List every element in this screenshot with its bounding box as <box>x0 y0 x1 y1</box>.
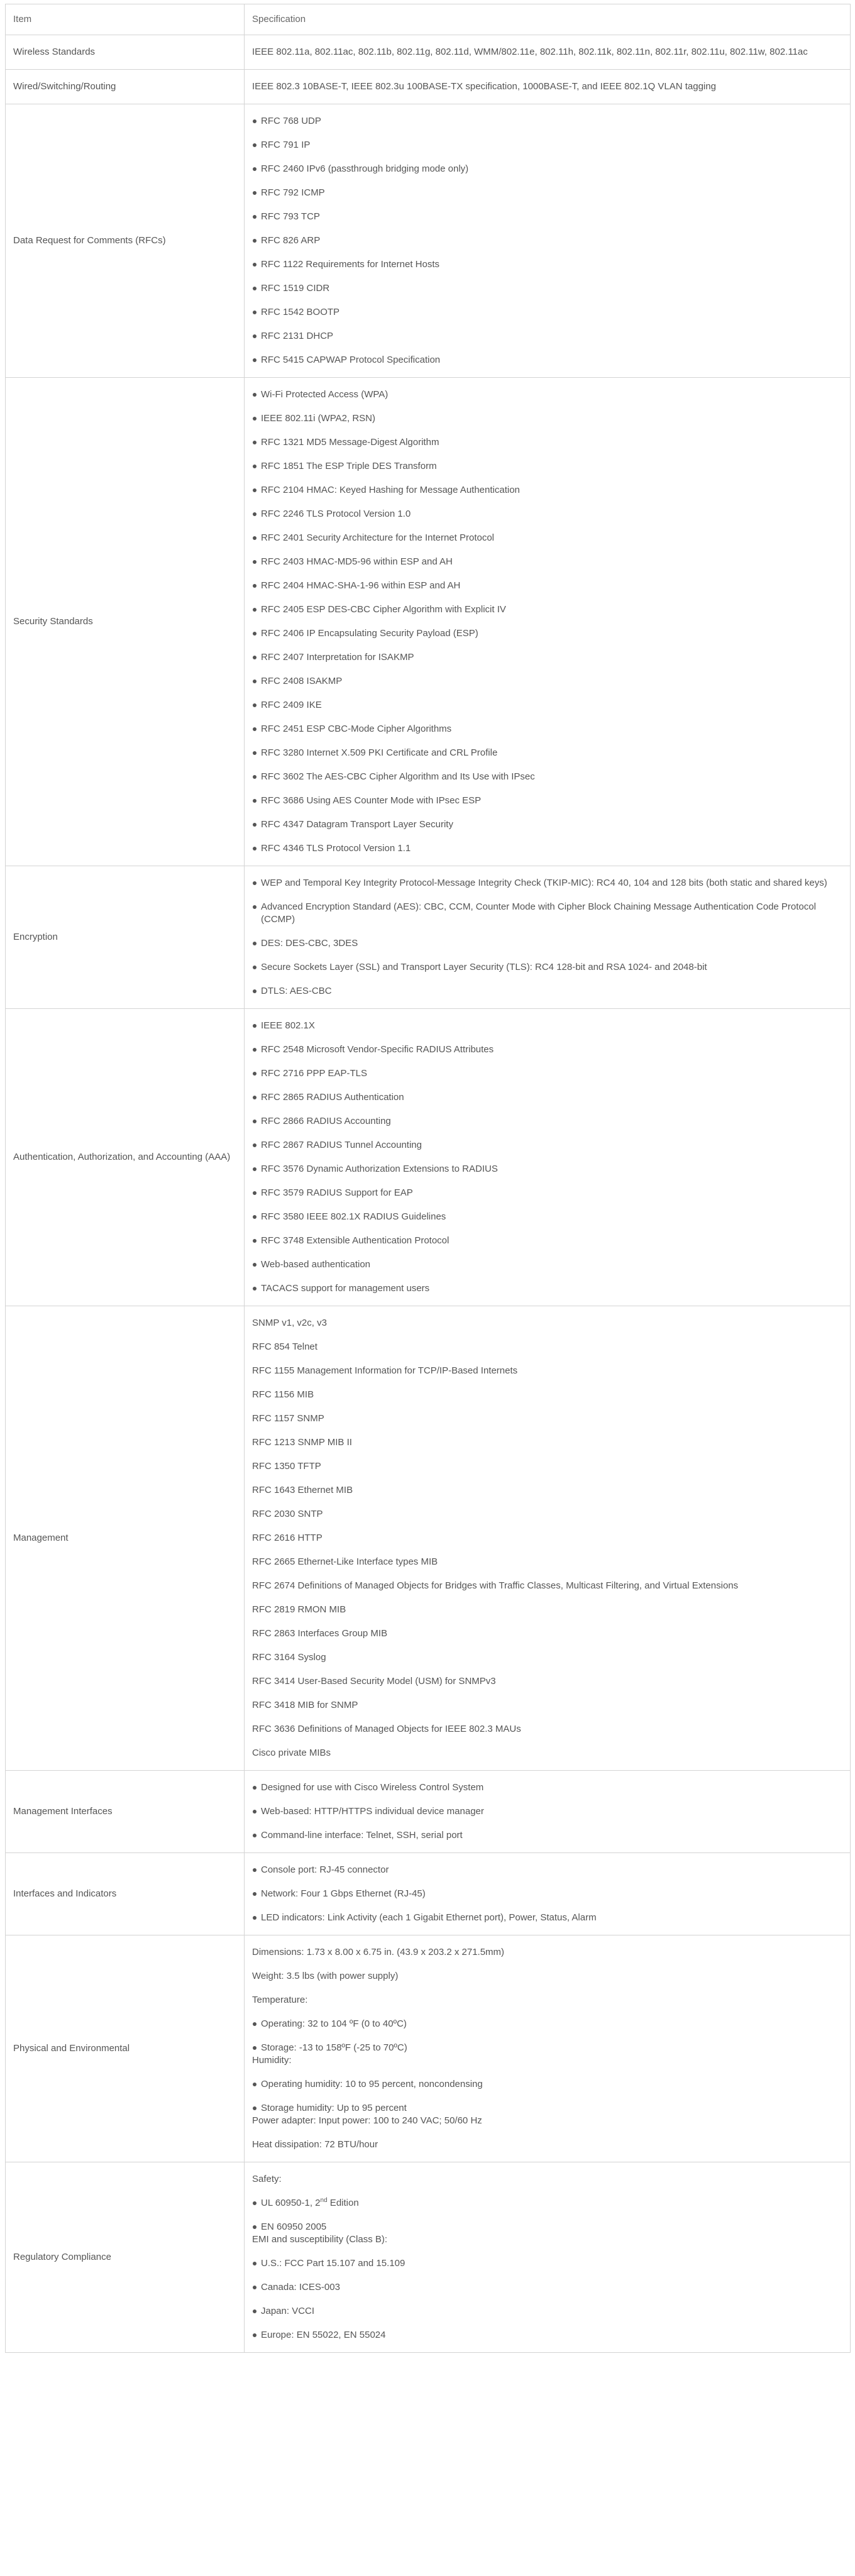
list-item: RFC 2865 RADIUS Authentication <box>252 1091 841 1104</box>
table-row <box>6 35 851 70</box>
row-value: IEEE 802.3 10BASE-T, IEEE 802.3u 100BASE-TX specification, 1000BASE-T, and IEEE 802.1Q VLAN tagging <box>245 70 851 104</box>
row-value <box>245 1306 851 1771</box>
list-item: RFC 2460 IPv6 (passthrough bridging mode only) <box>252 163 841 175</box>
table-row <box>6 1306 851 1771</box>
row-label: Data Request for Comments (RFCs) <box>6 104 245 378</box>
bullet-list <box>252 388 841 855</box>
temperature-heading: Temperature: <box>252 1995 308 2005</box>
table-row <box>6 866 851 1009</box>
temperature-list <box>252 2018 841 2054</box>
list-item: RFC 793 TCP <box>252 211 841 223</box>
list-item: RFC 3636 Definitions of Managed Objects for IEEE 802.3 MAUs <box>252 1724 521 1734</box>
list-item: RFC 1851 The ESP Triple DES Transform <box>252 460 841 473</box>
row-label: Encryption <box>6 866 245 1009</box>
list-item: Wi-Fi Protected Access (WPA) <box>252 388 841 401</box>
row-label: Wireless Standards <box>6 35 245 70</box>
list-item: RFC 3748 Extensible Authentication Protocol <box>252 1235 841 1247</box>
list-item: RFC 768 UDP <box>252 115 841 128</box>
list-item: RFC 2451 ESP CBC-Mode Cipher Algorithms <box>252 723 841 735</box>
dimensions-text: Dimensions: 1.73 x 8.00 x 6.75 in. (43.9 x 203.2 x 271.5mm) <box>252 1947 505 1957</box>
row-label: Physical and Environmental <box>6 1935 245 2162</box>
list-item: RFC 1156 MIB <box>252 1389 314 1400</box>
row-value <box>245 1009 851 1306</box>
list-item: RFC 1519 CIDR <box>252 282 841 295</box>
list-item: RFC 3602 The AES-CBC Cipher Algorithm and Its Use with IPsec <box>252 771 841 783</box>
list-item: RFC 2819 RMON MIB <box>252 1604 346 1615</box>
list-item: RFC 4346 TLS Protocol Version 1.1 <box>252 842 841 855</box>
table-row <box>6 1853 851 1935</box>
list-item: RFC 2408 ISAKMP <box>252 675 841 688</box>
list-item: RFC 2131 DHCP <box>252 330 841 343</box>
bullet-list <box>252 1781 841 1842</box>
list-item: RFC 1155 Management Information for TCP/IP-Based Internets <box>252 1365 518 1376</box>
row-label: Regulatory Compliance <box>6 2162 245 2353</box>
list-item: RFC 1350 TFTP <box>252 1461 321 1472</box>
row-value <box>245 1935 851 2162</box>
list-item: DES: DES-CBC, 3DES <box>252 937 841 950</box>
table-row <box>6 1009 851 1306</box>
safety-list <box>252 2197 841 2233</box>
row-value <box>245 104 851 378</box>
safety-heading: Safety: <box>252 2174 282 2184</box>
list-item: RFC 1643 Ethernet MIB <box>252 1485 353 1495</box>
table-row <box>6 378 851 866</box>
list-item: Designed for use with Cisco Wireless Control System <box>252 1781 841 1794</box>
row-value <box>245 866 851 1009</box>
list-item: DTLS: AES-CBC <box>252 985 841 998</box>
list-item: RFC 3686 Using AES Counter Mode with IPsec ESP <box>252 795 841 807</box>
list-item: RFC 2404 HMAC-SHA-1-96 within ESP and AH <box>252 580 841 592</box>
list-item: RFC 826 ARP <box>252 234 841 247</box>
list-item: IEEE 802.11i (WPA2, RSN) <box>252 412 841 425</box>
list-item: RFC 2246 TLS Protocol Version 1.0 <box>252 508 841 520</box>
list-item: RFC 854 Telnet <box>252 1341 317 1352</box>
list-item: RFC 3418 MIB for SNMP <box>252 1700 358 1710</box>
list-item: TACACS support for management users <box>252 1282 841 1295</box>
list-item: Canada: ICES-003 <box>252 2281 841 2294</box>
bullet-list <box>252 1864 841 1924</box>
list-item: Web-based: HTTP/HTTPS individual device manager <box>252 1805 841 1818</box>
emi-heading: EMI and susceptibility (Class B): <box>252 2234 388 2245</box>
list-item: RFC 2407 Interpretation for ISAKMP <box>252 651 841 664</box>
list-item: IEEE 802.1X <box>252 1020 841 1032</box>
list-item: RFC 3579 RADIUS Support for EAP <box>252 1187 841 1199</box>
list-item: Operating: 32 to 104 ºF (0 to 40ºC) <box>252 2018 841 2030</box>
heat-text: Heat dissipation: 72 BTU/hour <box>252 2139 378 2150</box>
row-label: Interfaces and Indicators <box>6 1853 245 1935</box>
list-item: U.S.: FCC Part 15.107 and 15.109 <box>252 2257 841 2270</box>
list-item: RFC 2866 RADIUS Accounting <box>252 1115 841 1128</box>
list-item: WEP and Temporal Key Integrity Protocol-Message Integrity Check (TKIP-MIC): RC4 40, 104 and 128 bits (both static and shared keys) <box>252 877 841 889</box>
humidity-heading: Humidity: <box>252 2055 292 2066</box>
list-item: RFC 2403 HMAC-MD5-96 within ESP and AH <box>252 556 841 568</box>
bullet-list <box>252 877 841 998</box>
table-row <box>6 70 851 104</box>
list-item: Command-line interface: Telnet, SSH, serial port <box>252 1829 841 1842</box>
row-label: Security Standards <box>6 378 245 866</box>
list-item: UL 60950-1, 2nd Edition <box>252 2197 841 2210</box>
header-item: Item <box>6 4 245 35</box>
row-label: Authentication, Authorization, and Accounting (AAA) <box>6 1009 245 1306</box>
list-item: RFC 791 IP <box>252 139 841 151</box>
list-item: RFC 2716 PPP EAP-TLS <box>252 1067 841 1080</box>
list-item: RFC 2401 Security Architecture for the Internet Protocol <box>252 532 841 544</box>
list-item: Web-based authentication <box>252 1258 841 1271</box>
list-item: RFC 2616 HTTP <box>252 1533 323 1543</box>
list-item: RFC 2665 Ethernet-Like Interface types MIB <box>252 1556 438 1567</box>
row-label: Management Interfaces <box>6 1771 245 1853</box>
list-item: RFC 5415 CAPWAP Protocol Specification <box>252 354 841 366</box>
humidity-list <box>252 2078 841 2115</box>
table-header-row <box>6 4 851 35</box>
weight-text: Weight: 3.5 lbs (with power supply) <box>252 1971 399 1981</box>
list-item: RFC 3164 Syslog <box>252 1652 326 1663</box>
row-label: Wired/Switching/Routing <box>6 70 245 104</box>
list-item: SNMP v1, v2c, v3 <box>252 1318 327 1328</box>
list-item: RFC 3414 User-Based Security Model (USM) for SNMPv3 <box>252 1676 496 1687</box>
specification-table <box>5 4 851 2353</box>
list-item: RFC 2104 HMAC: Keyed Hashing for Message Authentication <box>252 484 841 497</box>
list-item: RFC 3280 Internet X.509 PKI Certificate and CRL Profile <box>252 747 841 759</box>
list-item: RFC 2867 RADIUS Tunnel Accounting <box>252 1139 841 1152</box>
list-item: LED indicators: Link Activity (each 1 Gigabit Ethernet port), Power, Status, Alarm <box>252 1912 841 1924</box>
bullet-list <box>252 115 841 366</box>
row-label: Management <box>6 1306 245 1771</box>
list-item: RFC 2548 Microsoft Vendor-Specific RADIUS Attributes <box>252 1043 841 1056</box>
row-value <box>245 2162 851 2353</box>
list-item: RFC 2674 Definitions of Managed Objects for Bridges with Traffic Classes, Multicast Filtering, and Virtual Extensions <box>252 1580 739 1591</box>
list-item: RFC 1542 BOOTP <box>252 306 841 319</box>
table-row <box>6 1771 851 1853</box>
list-item: RFC 3580 IEEE 802.1X RADIUS Guidelines <box>252 1211 841 1223</box>
list-item: RFC 2863 Interfaces Group MIB <box>252 1628 388 1639</box>
list-item: RFC 792 ICMP <box>252 187 841 199</box>
emi-list <box>252 2257 841 2342</box>
list-item: RFC 1321 MD5 Message-Digest Algorithm <box>252 436 841 449</box>
power-text: Power adapter: Input power: 100 to 240 VAC; 50/60 Hz <box>252 2115 482 2126</box>
list-item: EN 60950 2005 <box>252 2221 841 2233</box>
list-item: RFC 2409 IKE <box>252 699 841 712</box>
row-value <box>245 378 851 866</box>
row-value <box>245 1853 851 1935</box>
list-item: Network: Four 1 Gbps Ethernet (RJ-45) <box>252 1888 841 1900</box>
table-row <box>6 104 851 378</box>
list-item: RFC 1122 Requirements for Internet Hosts <box>252 258 841 271</box>
list-item: Console port: RJ-45 connector <box>252 1864 841 1876</box>
header-specification: Specification <box>245 4 851 35</box>
list-item: Advanced Encryption Standard (AES): CBC, CCM, Counter Mode with Cipher Block Chaining Message Authentication Code Protocol (CCMP) <box>252 901 841 926</box>
list-item: Japan: VCCI <box>252 2305 841 2318</box>
row-value: IEEE 802.11a, 802.11ac, 802.11b, 802.11g, 802.11d, WMM/802.11e, 802.11h, 802.11k, 802.11n, 802.11r, 802.11u, 802.11w, 802.11ac <box>245 35 851 70</box>
table-row <box>6 2162 851 2353</box>
list-item: RFC 1157 SNMP <box>252 1413 324 1424</box>
list-item: Cisco private MIBs <box>252 1748 331 1758</box>
row-value <box>245 1771 851 1853</box>
list-item: RFC 4347 Datagram Transport Layer Security <box>252 818 841 831</box>
list-item: RFC 2406 IP Encapsulating Security Payload (ESP) <box>252 627 841 640</box>
list-item: Storage humidity: Up to 95 percent <box>252 2102 841 2115</box>
list-item: RFC 1213 SNMP MIB II <box>252 1437 352 1448</box>
list-item: RFC 2405 ESP DES-CBC Cipher Algorithm with Explicit IV <box>252 603 841 616</box>
list-item: Secure Sockets Layer (SSL) and Transport Layer Security (TLS): RC4 128-bit and RSA 1024- and 2048-bit <box>252 961 841 974</box>
list-item: Operating humidity: 10 to 95 percent, noncondensing <box>252 2078 841 2091</box>
table-row <box>6 1935 851 2162</box>
bullet-list <box>252 1020 841 1295</box>
list-item: RFC 2030 SNTP <box>252 1509 323 1519</box>
plain-list <box>252 1317 841 1759</box>
list-item: Storage: -13 to 158ºF (-25 to 70ºC) <box>252 2042 841 2054</box>
list-item: Europe: EN 55022, EN 55024 <box>252 2329 841 2342</box>
list-item: RFC 3576 Dynamic Authorization Extensions to RADIUS <box>252 1163 841 1175</box>
